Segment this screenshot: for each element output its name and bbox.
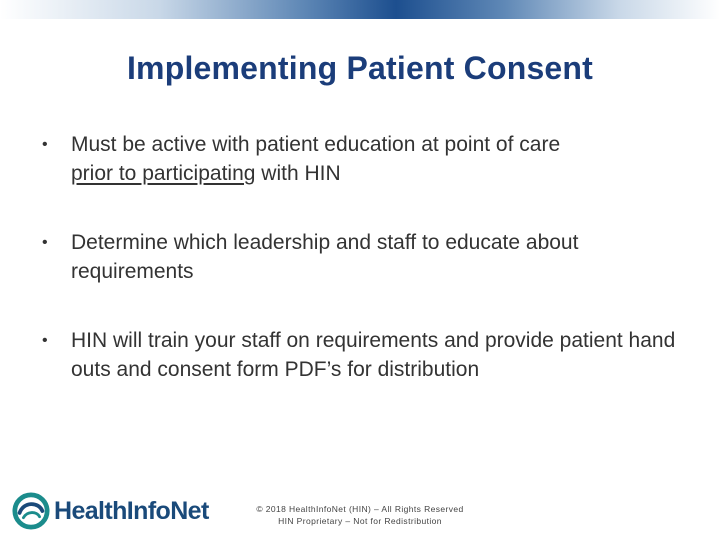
healthinfonet-logo [12,489,222,533]
bullet-item-1 [42,130,692,188]
bullet-1-text-end: with HIN [255,162,341,185]
bullet-item-3 [42,326,692,384]
footer-line-2: HIN Proprietary – Not for Redistribution [278,516,442,526]
footer-line-1: © 2018 HealthInfoNet (HIN) – All Rights Reserved [256,504,464,514]
bullet-1-underlined-text: prior to participating [71,162,256,185]
bullet-dot: • [42,136,48,153]
bullet-item-2 [42,228,692,286]
healthinfonet-swirl-icon [12,492,50,530]
bullet-dot: • [42,332,48,349]
top-gradient-band [0,0,720,19]
bullet-list [42,130,692,424]
bullet-3-text: HIN will train your staff on requirements and provide patient hand outs and consent form PDF’s for distribution [71,329,676,381]
logo-wordmark: HealthInfoNet [54,496,209,525]
slide-title: Implementing Patient Consent [126,50,594,86]
bullet-1-text: Must be active with patient education at point of care [71,133,561,156]
footer-copyright [240,503,480,527]
bullet-dot: • [42,234,48,251]
bullet-2-text: Determine which leadership and staff to educate about requirements [71,231,579,283]
